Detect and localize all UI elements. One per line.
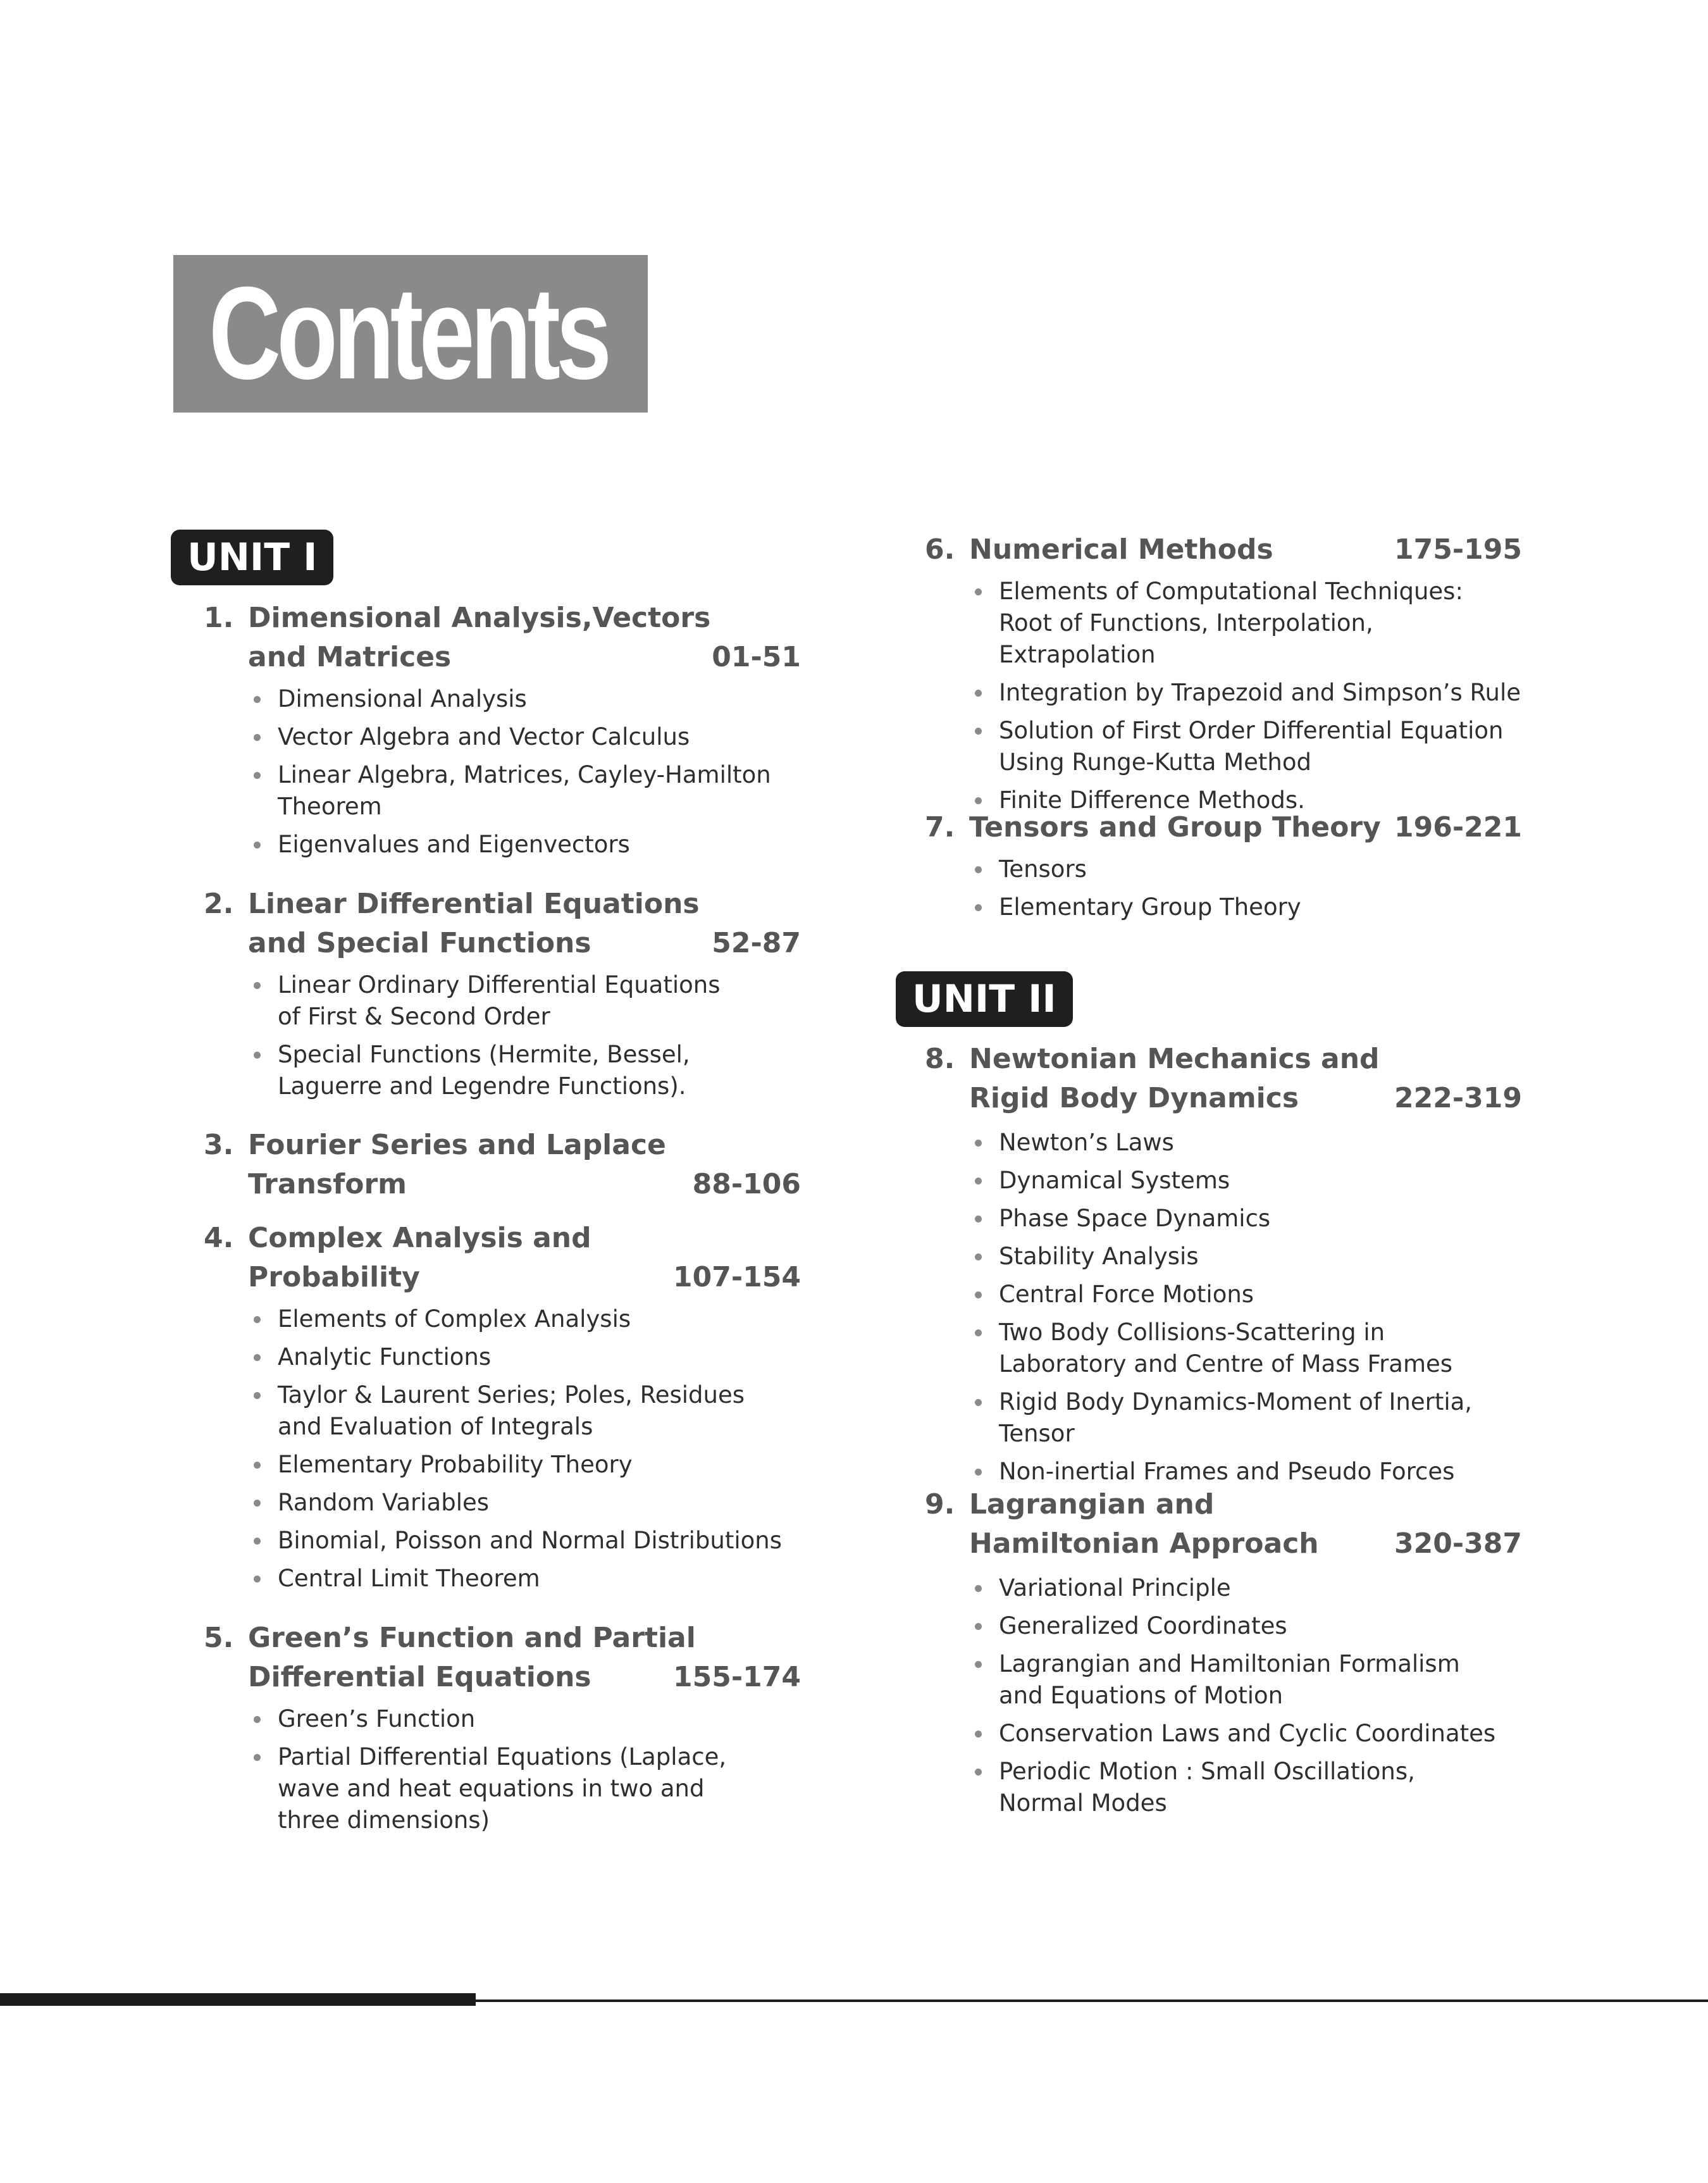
topic-item: Vector Algebra and Vector Calculus	[204, 721, 801, 753]
chapter-title: Linear Differential Equations	[248, 888, 700, 920]
topic-item: Newton’s Laws	[925, 1127, 1522, 1159]
chapter-entry	[925, 1040, 1522, 1488]
topic-item: Linear Ordinary Differential Equations of First & Second Order	[204, 969, 801, 1033]
chapter-number: 8.	[925, 1043, 955, 1075]
chapter-page-range: 196-221	[1394, 811, 1522, 843]
topic-list	[204, 969, 801, 1102]
topic-item: Lagrangian and Hamiltonian Formalism and Equations of Motion	[925, 1648, 1522, 1712]
chapter-page-range: 222-319	[1394, 1082, 1522, 1114]
chapter-title-line	[204, 1619, 801, 1658]
topic-item: Central Force Motions	[925, 1279, 1522, 1310]
chapter-title-line	[204, 1165, 801, 1204]
chapter-number: 3.	[204, 1129, 234, 1161]
chapter-title-line	[204, 885, 801, 924]
topic-item: Rigid Body Dynamics-Moment of Inertia, Tensor	[925, 1386, 1522, 1450]
footer-rule-thin	[476, 2000, 1708, 2002]
chapter-title-line	[925, 1040, 1522, 1079]
chapter-page-range: 88-106	[692, 1168, 801, 1200]
chapter-page-range: 01-51	[712, 641, 801, 673]
topic-item: Periodic Motion : Small Oscillations, Normal Modes	[925, 1756, 1522, 1819]
topic-item: Variational Principle	[925, 1572, 1522, 1604]
topic-item: Central Limit Theorem	[204, 1563, 801, 1595]
topic-item: Finite Difference Methods.	[925, 785, 1522, 816]
chapter-title: Fourier Series and Laplace	[248, 1129, 666, 1161]
chapter-entry	[204, 1219, 801, 1595]
chapter-number: 6.	[925, 533, 955, 566]
topic-list	[925, 854, 1522, 923]
page-title-text: Contents	[209, 260, 608, 407]
chapter-entry	[204, 599, 801, 861]
topic-item: Special Functions (Hermite, Bessel, Laguerre and Legendre Functions).	[204, 1039, 801, 1102]
topic-item: Elementary Group Theory	[925, 892, 1522, 923]
topic-item: Random Variables	[204, 1487, 801, 1519]
chapter-title-line	[204, 1658, 801, 1697]
chapter-number: 5.	[204, 1622, 234, 1654]
footer-rule-thick	[0, 1993, 476, 2006]
chapter-title: Hamiltonian Approach	[969, 1527, 1319, 1560]
chapter-title-line	[204, 924, 801, 963]
topic-item: Non-inertial Frames and Pseudo Forces	[925, 1456, 1522, 1488]
topic-item: Analytic Functions	[204, 1341, 801, 1373]
chapter-title: Transform	[248, 1168, 407, 1200]
topic-item: Solution of First Order Differential Equation Using Runge-Kutta Method	[925, 715, 1522, 778]
chapter-page-range: 175-195	[1394, 533, 1522, 566]
chapter-number: 9.	[925, 1488, 955, 1521]
chapter-title: Complex Analysis and	[248, 1222, 591, 1254]
chapter-title: Numerical Methods	[969, 533, 1273, 566]
chapter-title: and Special Functions	[248, 927, 591, 959]
topic-item: Two Body Collisions-Scattering in Laboratory and Centre of Mass Frames	[925, 1317, 1522, 1380]
topic-item: Dynamical Systems	[925, 1165, 1522, 1197]
topic-item: Binomial, Poisson and Normal Distributions	[204, 1525, 801, 1557]
topic-list	[204, 683, 801, 861]
topic-list	[925, 1572, 1522, 1819]
topic-item: Stability Analysis	[925, 1241, 1522, 1272]
chapter-title: Green’s Function and Partial	[248, 1622, 696, 1654]
chapter-number: 2.	[204, 888, 234, 920]
topic-item: Partial Differential Equations (Laplace, wave and heat equations in two and three dimensions)	[204, 1741, 801, 1836]
chapter-entry	[204, 1619, 801, 1836]
chapter-title-line	[925, 1485, 1522, 1524]
chapter-title: Rigid Body Dynamics	[969, 1082, 1299, 1114]
unit-badge: UNIT II	[896, 971, 1073, 1027]
chapter-entry	[204, 1126, 801, 1204]
topic-item: Conservation Laws and Cyclic Coordinates	[925, 1718, 1522, 1750]
topic-list	[925, 576, 1522, 816]
chapter-page-range: 155-174	[673, 1661, 801, 1693]
topic-item: Elementary Probability Theory	[204, 1449, 801, 1481]
chapter-title: Dimensional Analysis,Vectors	[248, 602, 711, 634]
chapter-entry	[925, 1485, 1522, 1819]
chapter-title-line	[204, 1258, 801, 1297]
chapter-number: 4.	[204, 1222, 234, 1254]
chapter-title-line	[204, 599, 801, 638]
chapter-title: and Matrices	[248, 641, 452, 673]
chapter-entry	[204, 885, 801, 1102]
unit-badge: UNIT I	[171, 530, 333, 585]
chapter-title-line	[204, 1126, 801, 1165]
chapter-title: Lagrangian and	[969, 1488, 1215, 1521]
topic-item: Linear Algebra, Matrices, Cayley-Hamilton Theorem	[204, 759, 801, 823]
topic-item: Tensors	[925, 854, 1522, 885]
chapter-page-range: 107-154	[673, 1261, 801, 1293]
chapter-title: Tensors and Group Theory	[969, 811, 1381, 843]
page-title	[173, 255, 648, 413]
topic-list	[925, 1127, 1522, 1488]
chapter-title-line	[925, 530, 1522, 569]
chapter-title: Probability	[248, 1261, 420, 1293]
chapter-title-line	[925, 808, 1522, 847]
chapter-number: 7.	[925, 811, 955, 843]
topic-item: Generalized Coordinates	[925, 1610, 1522, 1642]
chapter-entry	[925, 808, 1522, 923]
chapter-title-line	[925, 1524, 1522, 1564]
chapter-title: Differential Equations	[248, 1661, 591, 1693]
chapter-page-range: 320-387	[1394, 1527, 1522, 1560]
topic-item: Elements of Complex Analysis	[204, 1303, 801, 1335]
topic-item: Dimensional Analysis	[204, 683, 801, 715]
chapter-title-line	[204, 1219, 801, 1258]
chapter-title-line	[204, 638, 801, 677]
topic-item: Phase Space Dynamics	[925, 1203, 1522, 1235]
chapter-title: Newtonian Mechanics and	[969, 1043, 1380, 1075]
chapter-number: 1.	[204, 602, 234, 634]
chapter-page-range: 52-87	[712, 927, 801, 959]
topic-list	[204, 1303, 801, 1595]
chapter-entry	[925, 530, 1522, 816]
topic-item: Green’s Function	[204, 1703, 801, 1735]
topic-list	[204, 1703, 801, 1836]
topic-item: Eigenvalues and Eigenvectors	[204, 829, 801, 861]
chapter-title-line	[925, 1079, 1522, 1118]
topic-item: Elements of Computational Techniques: Root of Functions, Interpolation, Extrapolation	[925, 576, 1522, 671]
topic-item: Taylor & Laurent Series; Poles, Residues and Evaluation of Integrals	[204, 1379, 801, 1443]
topic-item: Integration by Trapezoid and Simpson’s Rule	[925, 677, 1522, 709]
